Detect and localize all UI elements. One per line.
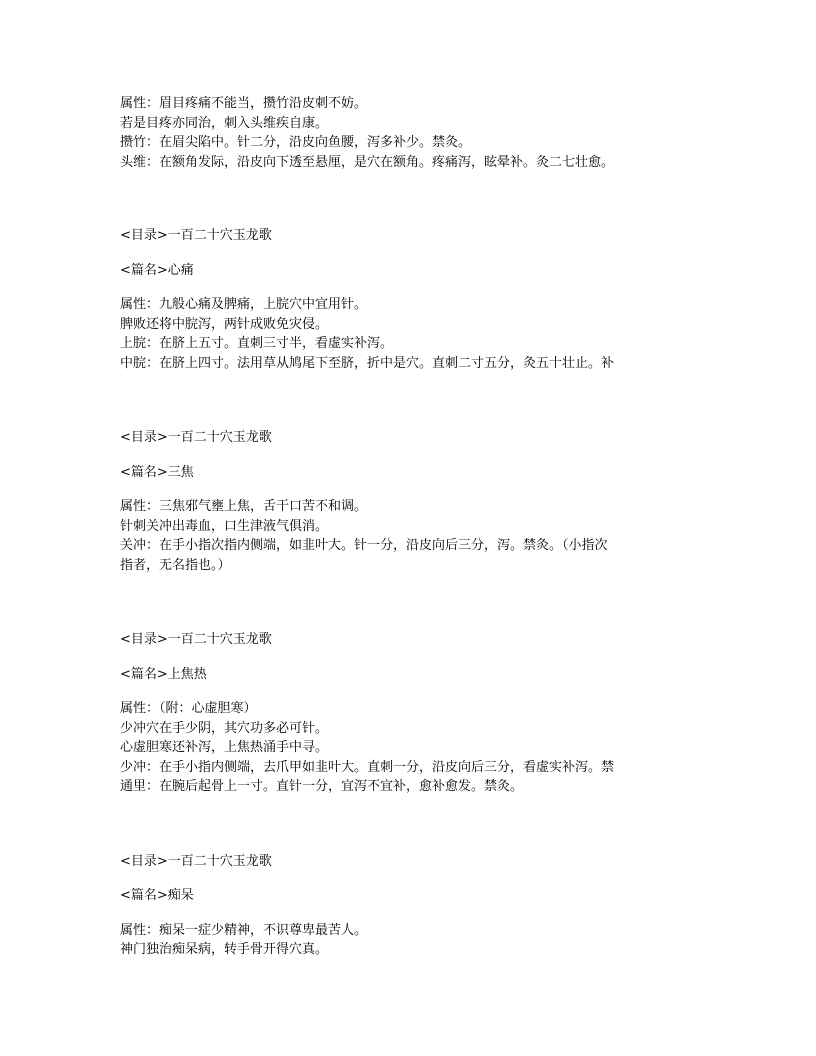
document-page: [120, 94, 680, 960]
text-line: 若是目疼亦同治，刺入头维疾自康。: [120, 115, 329, 131]
text-line: 中脘：在脐上四寸。法用草从鸠尾下至脐，折中是穴。直刺二寸五分，灸五十壮止。补: [120, 355, 615, 371]
catalog-heading: <目录>一百二十穴玉龙歌: [120, 853, 272, 869]
chapter-title: <篇名>心痛: [120, 262, 194, 278]
attribute-line: 属性：三焦邪气壅上焦，舌干口苦不和调。: [120, 499, 368, 514]
text-line: 关冲：在手小指次指内侧端，如韭叶大。针一分，沿皮向后三分，泻。禁灸。（小指次: [120, 538, 608, 553]
attribute-line: 属性：眉目疼痛不能当，攒竹沿皮刺不妨。: [120, 96, 368, 111]
attribute-line: 属性：痴呆一症少精神，不识尊卑最苦人。: [120, 922, 368, 938]
catalog-heading: <目录>一百二十穴玉龙歌: [120, 228, 272, 243]
section-dementia: [120, 852, 680, 960]
text-line: 头维：在额角发际，沿皮向下透至悬厘，是穴在额角。疼痛泻，眩晕补。灸二七壮愈。: [120, 154, 615, 170]
text-line: 神门独治痴呆病，转手骨开得穴真。: [120, 942, 329, 957]
text-line: 上脘：在脐上五寸。直刺三寸半，看虚实补泻。: [120, 336, 394, 351]
chapter-title: <篇名>上焦热: [120, 666, 207, 682]
section-sanjiao: [120, 428, 680, 575]
catalog-heading: <目录>一百二十穴玉龙歌: [120, 430, 272, 445]
catalog-heading: <目录>一百二十穴玉龙歌: [120, 632, 272, 647]
text-line: 脾败还将中脘泻，两针成败免灾侵。: [120, 316, 329, 332]
section-eye-pain: [120, 94, 680, 172]
chapter-title: <篇名>三焦: [120, 464, 194, 480]
text-line: 心虚胆寒还补泻，上焦热涌手中寻。: [120, 740, 329, 755]
text-line: 少冲穴在手少阴，其穴功多必可针。: [120, 720, 329, 736]
text-line: 指者，无名指也。）: [120, 557, 231, 573]
text-line: 针刺关冲出毒血，口生津液气俱消。: [120, 518, 329, 534]
section-upper-jiao-heat: [120, 630, 680, 797]
section-heart-pain: [120, 226, 680, 373]
text-line: 攒竹：在眉尖陷中。针二分，沿皮向鱼腰，泻多补少。禁灸。: [120, 135, 472, 150]
chapter-title: <篇名>痴呆: [120, 888, 194, 903]
attribute-line: 属性：（附：心虚胆寒）: [120, 701, 257, 716]
attribute-line: 属性：九般心痛及脾痛，上脘穴中宜用针。: [120, 297, 368, 312]
text-line: 少冲：在手小指内侧端，去爪甲如韭叶大。直刺一分，沿皮向后三分，看虚实补泻。禁: [120, 759, 615, 775]
text-line: 通里：在腕后起骨上一寸。直针一分，宜泻不宜补，愈补愈发。禁灸。: [120, 779, 524, 794]
